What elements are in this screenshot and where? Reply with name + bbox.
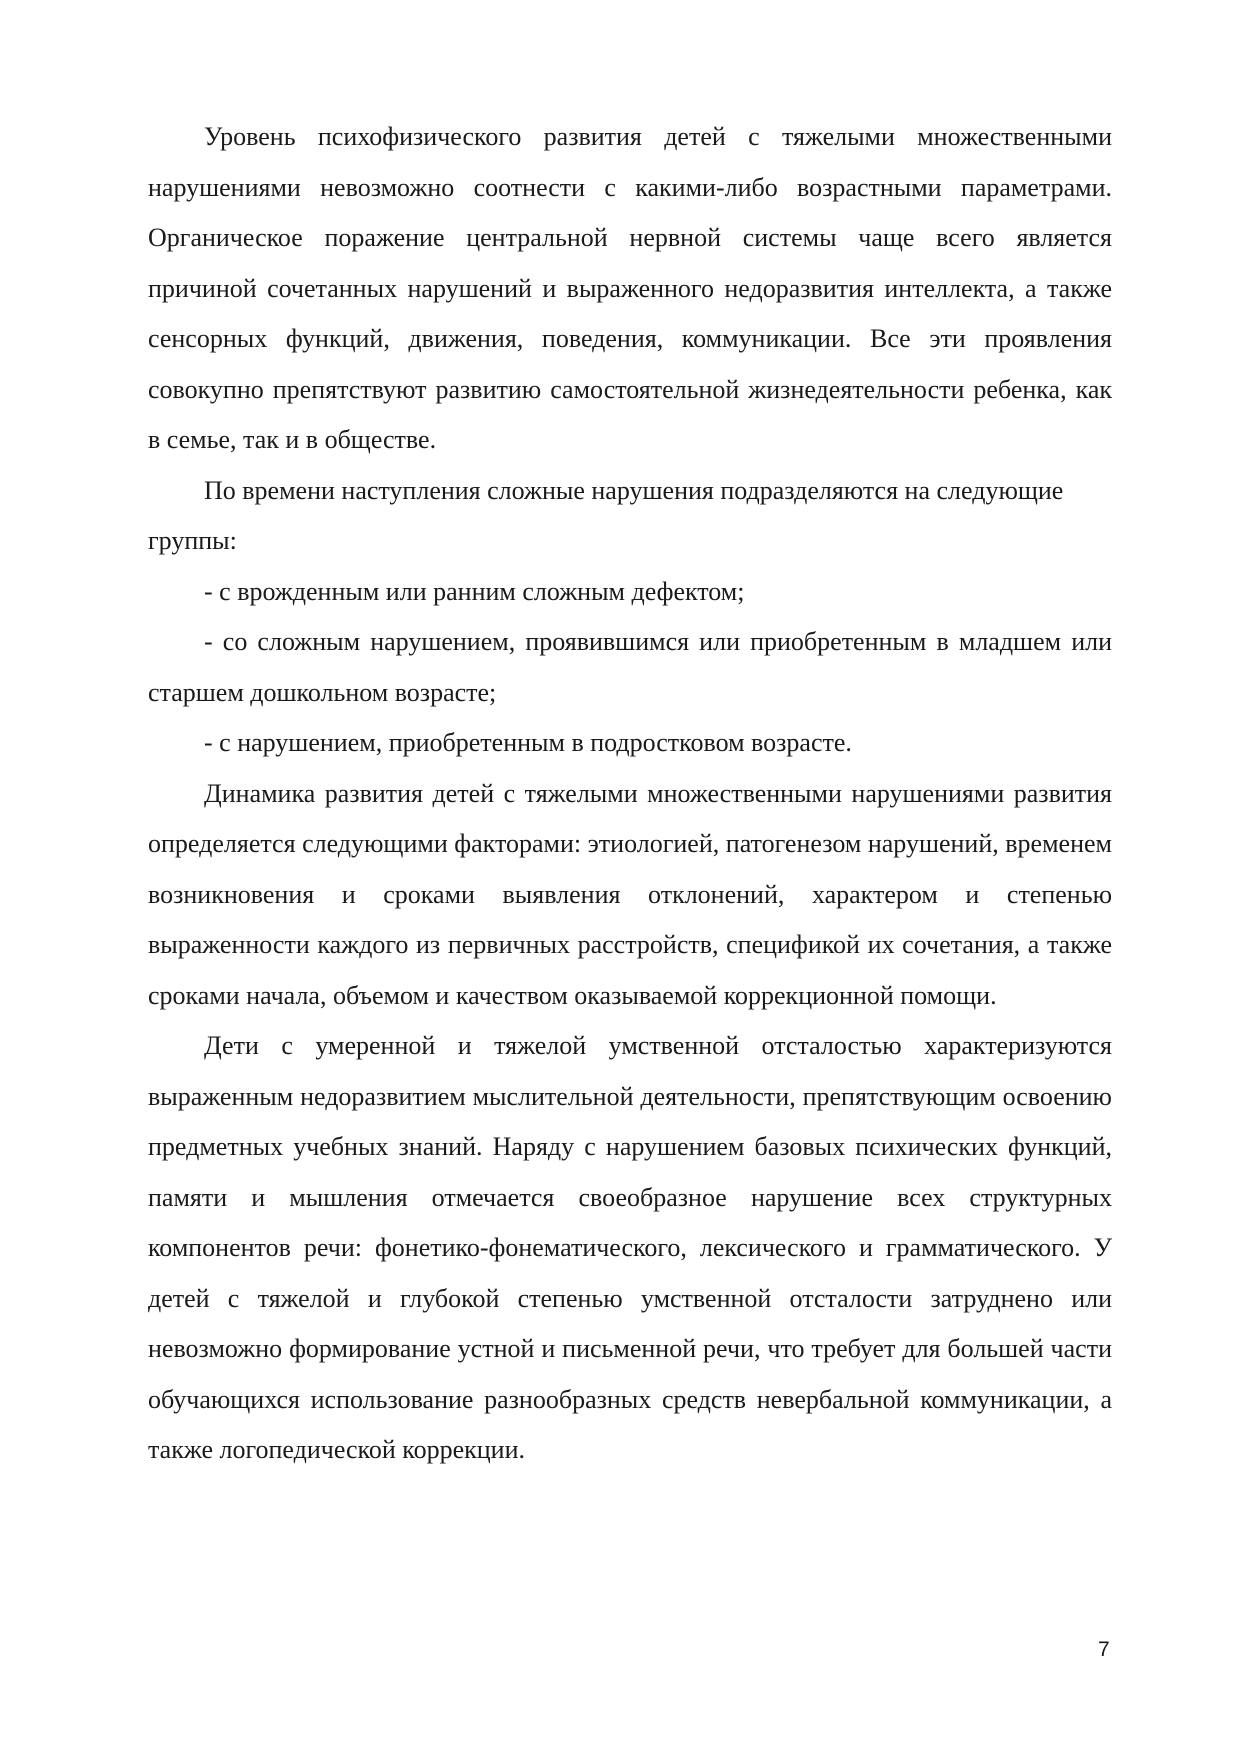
list-item-preschool: - со сложным нарушением, проявившимся или приобретенным в младшем или старшем дошкольном возрасте; <box>148 627 1112 707</box>
paragraph-groups-intro: По времени наступления сложные нарушения подразделяются на следующие группы: <box>148 475 1064 555</box>
list-item-adolescent: - с нарушением, приобретенным в подростковом возрасте. <box>204 728 852 757</box>
list-item-congenital: - с врожденным или ранним сложным дефектом; <box>204 576 745 606</box>
paragraph-development-level: Уровень психофизического развития детей с тяжелыми множественными нарушениями невозможно соотнести с какими-либо возрастными параметрами. Органическое поражение центральной нервной системы чаще всего является причиной сочетанных нарушений и выраженного недоразвития интеллекта, а также сенсорных функций, движения, поведения, коммуникации. Все эти проявления совокупно препятствуют развитию самостоятельной жизнедеятельности ребенка, как в семье, так и в обществе. <box>148 122 1112 454</box>
paragraph-intellectual-disability: Дети с умеренной и тяжелой умственной отсталостью характеризуются выраженным недоразвитием мыслительной деятельности, препятствующим освоению предметных учебных знаний. Наряду с нарушением базовых психических функций, памяти и мышления отмечается своеобразное нарушение всех структурных компонентов речи: фонетико-фонематического, лексического и грамматического. У детей с тяжелой и глубокой степенью умственной отсталости затруднено или невозможно формирование устной и письменной речи, что требует для большей части обучающихся использование разнообразных средств невербальной коммуникации, а также логопедической коррекции. <box>148 1031 1112 1464</box>
paragraph-dynamics: Динамика развития детей с тяжелыми множественными нарушениями развития определяется следующими факторами: этиологией, патогенезом нарушений, временем возникновения и сроками выявления отклонений, характером и степенью выраженности каждого из первичных расстройств, спецификой их сочетания, а также сроками начала, объемом и качеством оказываемой коррекционной помощи. <box>148 778 1112 1010</box>
document-page <box>148 112 1112 1476</box>
page-number: 7 <box>1098 1638 1110 1661</box>
